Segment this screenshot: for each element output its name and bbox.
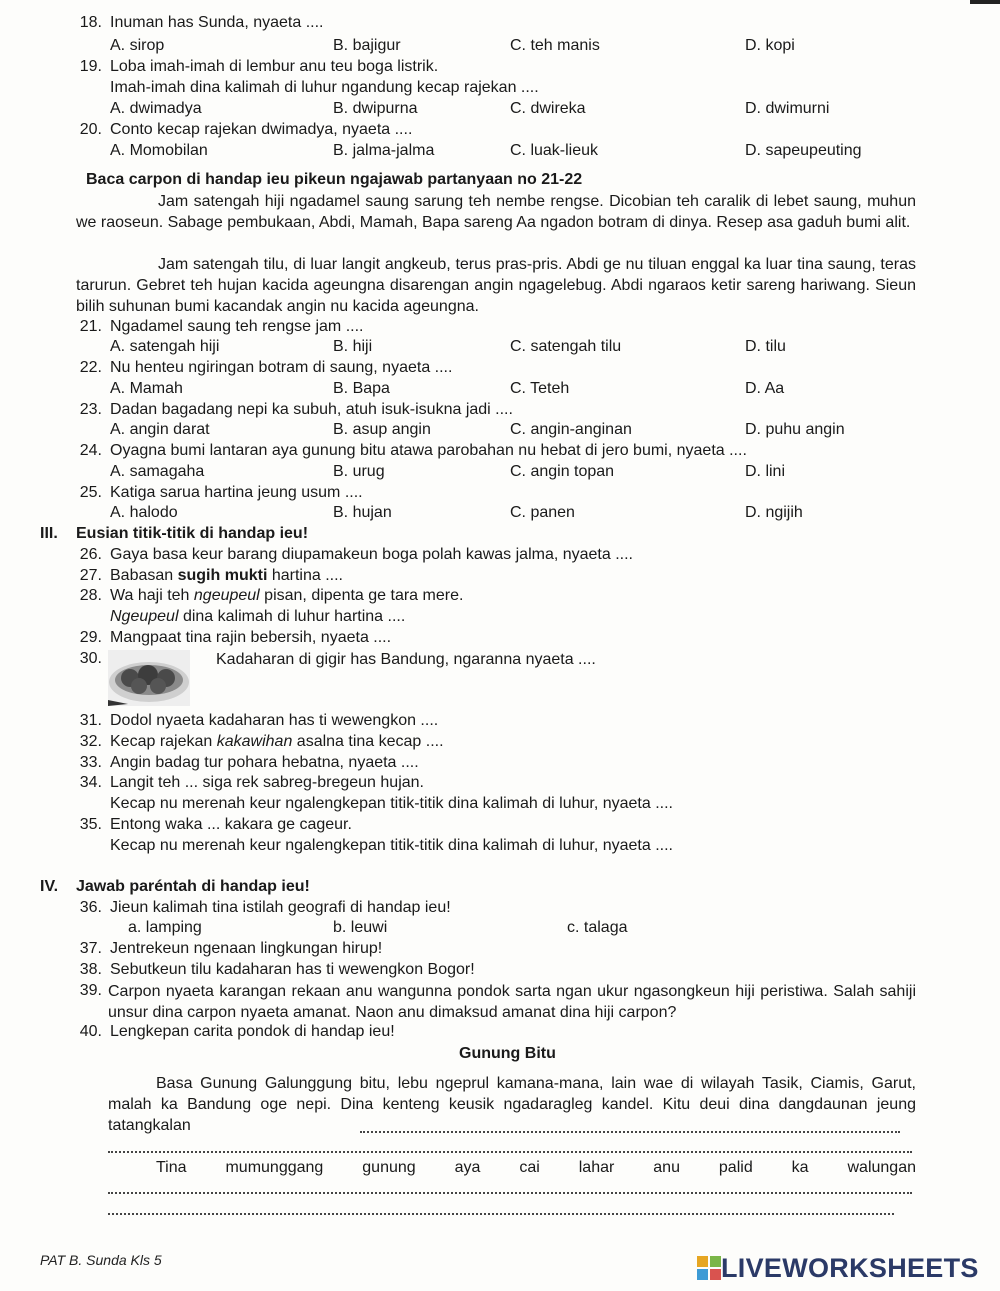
q20-number: 20. [79,121,102,138]
q18-option-b: B. bajigur [333,37,401,54]
q27-idiom: sugih mukti [177,567,268,584]
liveworksheets-brand: LIVEWORKSHEETS [721,1253,979,1283]
q19-option-d: D. dwimurni [745,100,830,117]
q34-number: 34. [79,774,102,791]
q21-option-a: A. satengah hiji [110,338,220,355]
q21-option-c: C. satengah tilu [510,338,622,355]
q19-option-b: B. dwipurna [333,100,418,117]
q39-text: Carpon nyaeta karangan rekaan anu wangunna pondok sarta ngan ukur ngasongkeun hiji peristiwa. Salah sahiji unsur dina carpon nyaeta amanat. Naon anu dimaksud amanat dina hiji carpon? [108,983,916,1021]
q24-option-c: C. angin topan [510,463,615,480]
q22-number: 22. [79,359,102,376]
q32-number: 32. [79,733,102,750]
section-3-title: Eusian titik-titik di handap ieu! [76,525,309,542]
q22-option-a: A. Mamah [110,380,183,397]
q19-text-line2: Imah-imah dina kalimah di luhur ngandung kecap rajekan .... [110,79,539,96]
q19-option-c: C. dwireka [510,100,586,117]
q19-text: Loba imah-imah di lembur anu teu boga listrik. [110,58,439,75]
answer-line-4[interactable] [108,1213,894,1215]
q40-number: 40. [79,1023,102,1040]
answer-line-2[interactable] [108,1151,912,1153]
answer-line-1[interactable] [360,1131,900,1133]
reading-paragraph-2: Jam satengah tilu, di luar langit angkeub, terus pras-pris. Abdi ge nu tiluan enggal ka luar tina saung, teras tarurun. Gebret teh hujan kacida ageungna disarengan angin ngagelebug. Abdi ngaraos ketir sareng hariwang. Sieun bilih suhunan bumi kacandak angin nu kacida ageungna. [76,256,916,315]
story-title: Gunung Bitu [459,1045,556,1062]
q35-text: Entong waka ... kakara ge cageur. [110,816,352,833]
q40-text: Lengkepan carita pondok di handap ieu! [110,1023,395,1040]
section-4-title: Jawab paréntah di handap ieu! [76,878,310,895]
q38-text: Sebutkeun tilu kadaharan has ti wewengkon Bogor! [110,961,475,978]
liveworksheets-logo[interactable] [697,1253,979,1283]
q28-text [110,586,463,606]
q28-text-post: pisan, dipenta ge tara mere. [259,587,464,604]
q37-number: 37. [79,940,102,957]
q26-number: 26. [79,546,102,563]
q39-number: 39. [79,982,102,999]
q27-text-pre: Babasan [110,567,178,584]
section-3-roman: III. [40,525,58,542]
q19-option-a: A. dwimadya [110,100,202,117]
reading-heading: Baca carpon di handap ieu pikeun ngajawab partanyaan no 21-22 [86,171,583,188]
scan-edge-mark [970,0,1000,4]
q23-option-b: B. asup angin [333,421,431,438]
q24-option-d: D. lini [745,463,786,480]
reading-paragraph-1: Jam satengah hiji ngadamel saung sarung teh nembe rengse. Dicobian teh caralik di lebet saung, muhun we raoseun. Sabage pembukaan, Abdi, Mamah, Bapa sareng Aa ngadon botram di dinya. Resep asa gaduh bumi alit. [76,193,916,231]
q27-text [110,566,343,586]
q20-option-d: D. sapeupeuting [745,142,862,159]
q25-option-a: A. halodo [110,504,178,521]
q32-term: kakawihan [216,733,293,750]
footer-course-label: PAT B. Sunda Kls 5 [40,1252,162,1268]
q28-text-line2 [110,607,405,627]
q32-text-post: asalna tina kecap .... [292,733,444,750]
q32-text-pre: Kecap rajekan [110,733,217,750]
q28-number: 28. [79,587,102,604]
q25-option-d: D. ngijih [745,504,803,521]
q24-option-b: B. urug [333,463,385,480]
q23-number: 23. [79,401,102,418]
q29-text: Mangpaat tina rajin bebersih, nyaeta .... [110,629,392,646]
q21-option-d: D. tilu [745,338,786,355]
q31-number: 31. [79,712,102,729]
liveworksheets-grid-icon [697,1256,721,1280]
q32-text [110,732,444,752]
q35-text-line2: Kecap nu merenah keur ngalengkepan titik-titik dina kalimah di luhur, nyaeta .... [110,837,673,854]
q23-option-d: D. puhu angin [745,421,845,438]
q25-number: 25. [79,484,102,501]
q21-number: 21. [79,318,102,335]
q23-option-a: A. angin darat [110,421,210,438]
q33-number: 33. [79,754,102,771]
q18-option-a: A. sirop [110,37,165,54]
q28-term: ngeupeul [193,587,260,604]
q28-term-line2: Ngeupeul [110,608,179,625]
q30-number: 30. [79,650,102,667]
q18-text: Inuman has Sunda, nyaeta .... [110,14,324,31]
q34-text: Langit teh ... siga rek sabreg-bregeun hujan. [110,774,424,791]
q25-option-b: B. hujan [333,504,392,521]
q21-text: Ngadamel saung teh rengse jam .... [110,318,364,335]
q20-option-b: B. jalma-jalma [333,142,435,159]
q26-text: Gaya basa keur barang diupamakeun boga polah kawas jalma, nyaeta .... [110,546,633,563]
q18-option-d: D. kopi [745,37,795,54]
q28-text-pre: Wa haji teh [110,587,194,604]
section-4-roman: IV. [40,878,59,895]
q35-number: 35. [79,816,102,833]
food-photo-icon [108,650,190,706]
q19-number: 19. [79,58,102,75]
q27-number: 27. [79,567,102,584]
q21-option-b: B. hiji [333,338,373,355]
q36-option-b: b. leuwi [333,919,388,936]
q23-text: Dadan bagadang nepi ka subuh, atuh isuk-isukna jadi .... [110,401,513,418]
q22-text: Nu henteu ngiringan botram di saung, nyaeta .... [110,359,453,376]
q34-text-line2: Kecap nu merenah keur ngalengkepan titik-titik dina kalimah di luhur, nyaeta .... [110,795,673,812]
q18-option-c: C. teh manis [510,37,600,54]
q24-option-a: A. samagaha [110,463,205,480]
q38-number: 38. [79,961,102,978]
q20-text: Conto kecap rajekan dwimadya, nyaeta .... [110,121,413,138]
story-paragraph-1: Basa Gunung Galunggung bitu, lebu ngeprul kamana-mana, lain wae di wilayah Tasik, Ciamis, Garut, malah ka Bandung oge nepi. Dina kenteng keusik ngadaragleg kandel. Kitu deui dina dangdaunan jeung tatangkalan [108,1075,916,1134]
q22-option-d: D. Aa [745,380,785,397]
story-paragraph-2: Tina mumunggang gunung aya cai lahar anu palid ka walungan [156,1159,916,1176]
q36-option-c: c. talaga [567,919,628,936]
q28-text-line2-post: dina kalimah di luhur hartina .... [178,608,406,625]
q27-text-post: hartina .... [267,567,343,584]
answer-line-3[interactable] [108,1192,912,1194]
q36-number: 36. [79,899,102,916]
q33-text: Angin badag tur pohara hebatna, nyaeta .... [110,754,419,771]
q23-option-c: C. angin-anginan [510,421,632,438]
q20-option-a: A. Momobilan [110,142,208,159]
q18-number: 18. [79,14,102,31]
q25-option-c: C. panen [510,504,575,521]
q22-option-c: C. Teteh [510,380,570,397]
q30-text: Kadaharan di gigir has Bandung, ngaranna nyaeta .... [216,651,596,668]
q36-text: Jieun kalimah tina istilah geografi di handap ieu! [110,899,451,916]
q25-text: Katiga sarua hartina jeung usum .... [110,484,363,501]
q20-option-c: C. luak-lieuk [510,142,599,159]
q24-text: Oyagna bumi lantaran aya gunung bitu atawa parobahan nu hebat di jero bumi, nyaeta .... [110,442,747,459]
q22-option-b: B. Bapa [333,380,390,397]
q29-number: 29. [79,629,102,646]
q37-text: Jentrekeun ngenaan lingkungan hirup! [110,940,383,957]
q24-number: 24. [79,442,102,459]
q31-text: Dodol nyaeta kadaharan has ti wewengkon .... [110,712,439,729]
q36-option-a: a. lamping [128,919,202,936]
